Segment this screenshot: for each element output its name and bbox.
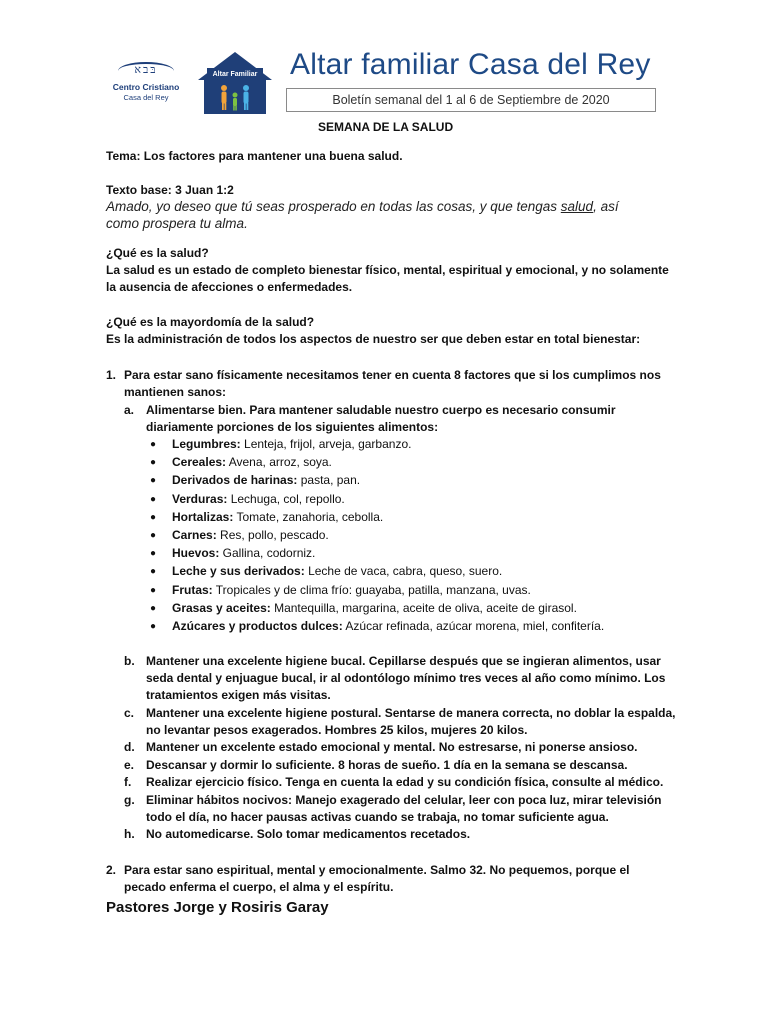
- letter-g: g.: [124, 793, 135, 807]
- bullet-icon: ●: [150, 530, 157, 541]
- food-list-item: [172, 472, 360, 489]
- food-list-item: [172, 545, 315, 562]
- letter-d: d.: [124, 740, 135, 754]
- food-group-examples: Gallina, codorniz.: [219, 546, 316, 560]
- food-group-examples: Tomate, zanahoria, cebolla.: [233, 510, 384, 524]
- item-b-line-2: seda dental y enjuague bucal, ir al odontólogo mínimo tres veces al año como mínimo. Los: [146, 671, 666, 685]
- verse-text-end: , así: [593, 199, 619, 214]
- food-group-label: Leche y sus derivados:: [172, 564, 305, 578]
- food-group-examples: Tropicales y de clima frío: guayaba, patilla, manzana, uvas.: [212, 583, 531, 597]
- letter-c: c.: [124, 706, 135, 720]
- food-list-item: [172, 618, 604, 635]
- list-number-1: 1.: [106, 368, 117, 382]
- verse-underlined-word: salud: [560, 199, 594, 214]
- letter-a: a.: [124, 403, 135, 417]
- food-list-item: [172, 436, 411, 453]
- item-c-line-2: no levantar pesos exagerados. Hombres 25 kilos, mujeres 20 kilos.: [146, 723, 528, 737]
- item-h-line-1: No automedicarse. Solo tomar medicamentos recetados.: [146, 827, 471, 841]
- food-group-examples: Leche de vaca, cabra, queso, suero.: [304, 564, 503, 578]
- question-2: ¿Qué es la mayordomía de la salud?: [106, 315, 315, 329]
- answer-2: Es la administración de todos los aspectos de nuestro ser que deben estar en total bienestar:: [106, 332, 641, 346]
- answer-1-line-2: la ausencia de afecciones o enfermedades.: [106, 280, 353, 294]
- food-group-label: Verduras:: [172, 492, 228, 506]
- logo-subname: Casa del Rey: [123, 93, 169, 102]
- verse-text: Amado, yo deseo que tú seas prosperado en todas las cosas, y que tengas: [106, 199, 561, 214]
- bullet-icon: ●: [150, 439, 157, 450]
- food-group-examples: Lenteja, frijol, arveja, garbanzo.: [240, 437, 412, 451]
- food-list-item: [172, 600, 577, 617]
- letter-f: f.: [124, 775, 132, 789]
- food-group-examples: pasta, pan.: [297, 473, 361, 487]
- bulletin-subtitle-box: [286, 88, 656, 112]
- letter-e: e.: [124, 758, 135, 772]
- bullet-icon: ●: [150, 512, 157, 523]
- food-group-examples: Mantequilla, margarina, aceite de oliva, aceite de girasol.: [270, 601, 577, 615]
- item-1-line-1: Para estar sano físicamente necesitamos tener en cuenta 8 factores que si los cumplimos nos: [124, 368, 661, 382]
- item-e-line-1: Descansar y dormir lo suficiente. 8 horas de sueño. 1 día en la semana se descansa.: [146, 758, 628, 772]
- item-a-line-1: Alimentarse bien. Para mantener saludable nuestro cuerpo es necesario consumir: [146, 403, 616, 417]
- answer-1-line-1: La salud es un estado de completo bienestar físico, mental, espiritual y emocional, y no solamente: [106, 263, 669, 277]
- food-list-item: [172, 454, 332, 471]
- food-group-label: Legumbres:: [172, 437, 241, 451]
- food-group-examples: Avena, arroz, soya.: [226, 455, 332, 469]
- food-group-label: Huevos:: [172, 546, 220, 560]
- bullet-icon: ●: [150, 603, 157, 614]
- food-group-label: Carnes:: [172, 528, 217, 542]
- item-g-line-1: Eliminar hábitos nocivos: Manejo exagerado del celular, leer con poca luz, mirar televisión: [146, 793, 662, 807]
- item-b-line-3: tratamientos exigen más visitas.: [146, 688, 331, 702]
- bullet-icon: ●: [150, 566, 157, 577]
- base-text-reference: Texto base: 3 Juan 1:2: [106, 183, 234, 197]
- food-list-item: [172, 527, 329, 544]
- bulletin-subtitle: Boletín semanal del 1 al 6 de Septiembre de 2020: [332, 93, 610, 107]
- section-heading: SEMANA DE LA SALUD: [318, 120, 454, 134]
- family-house-logo: [194, 50, 276, 116]
- question-1: ¿Qué es la salud?: [106, 246, 209, 260]
- food-list-item: [172, 582, 531, 599]
- item-2-line-2: pecado enferma el cuerpo, el alma y el espíritu.: [124, 880, 394, 894]
- food-list-item: [172, 563, 502, 580]
- food-group-examples: Lechuga, col, repollo.: [227, 492, 345, 506]
- item-f-line-1: Realizar ejercicio físico. Tenga en cuenta la edad y su condición física, consulte al médico.: [146, 775, 664, 789]
- item-d-line-1: Mantener un excelente estado emocional y mental. No estresarse, ni ponerse ansioso.: [146, 740, 638, 754]
- item-a-line-2: diariamente porciones de los siguientes alimentos:: [146, 420, 439, 434]
- bullet-icon: ●: [150, 548, 157, 559]
- logo-name: Centro Cristiano: [112, 82, 180, 92]
- food-group-label: Derivados de harinas:: [172, 473, 298, 487]
- signature: Pastores Jorge y Rosiris Garay: [106, 899, 329, 916]
- bullet-icon: ●: [150, 475, 157, 486]
- bullet-icon: ●: [150, 494, 157, 505]
- item-b-line-1: Mantener una excelente higiene bucal. Cepillarse después que se ingieran alimentos, usar: [146, 654, 661, 668]
- letter-h: h.: [124, 827, 135, 841]
- item-2-line-1: Para estar sano espiritual, mental y emocionalmente. Salmo 32. No pequemos, porque el: [124, 863, 630, 877]
- logo-hebrew-text: בּבא: [134, 63, 158, 76]
- food-group-label: Hortalizas:: [172, 510, 234, 524]
- food-group-label: Grasas y aceites:: [172, 601, 271, 615]
- item-g-line-2: todo el día, no hacer pausas activas cuando se trabaja, no tomar suficiente agua.: [146, 810, 609, 824]
- letter-b: b.: [124, 654, 135, 668]
- bulletin-title: Altar familiar Casa del Rey: [290, 48, 651, 81]
- house-label: Altar Familiar: [212, 71, 258, 78]
- church-logo: [104, 60, 188, 108]
- food-group-examples: Res, pollo, pescado.: [216, 528, 329, 542]
- list-number-2: 2.: [106, 863, 117, 877]
- house-icon: [194, 50, 276, 116]
- bullet-icon: ●: [150, 621, 157, 632]
- item-1-line-2: mantienen sanos:: [124, 385, 227, 399]
- bullet-icon: ●: [150, 585, 157, 596]
- food-group-label: Frutas:: [172, 583, 213, 597]
- food-group-examples: Azúcar refinada, azúcar morena, miel, confitería.: [342, 619, 605, 633]
- food-group-label: Cereales:: [172, 455, 227, 469]
- verse-line-1: [106, 198, 619, 215]
- item-c-line-1: Mantener una excelente higiene postural. Sentarse de manera correcta, no doblar la espalda,: [146, 706, 676, 720]
- food-list-item: [172, 491, 345, 508]
- topic-line: Tema: Los factores para mantener una buena salud.: [106, 149, 403, 163]
- bullet-icon: ●: [150, 457, 157, 468]
- food-group-label: Azúcares y productos dulces:: [172, 619, 343, 633]
- verse-line-2: como prospera tu alma.: [106, 216, 248, 231]
- food-list-item: [172, 509, 383, 526]
